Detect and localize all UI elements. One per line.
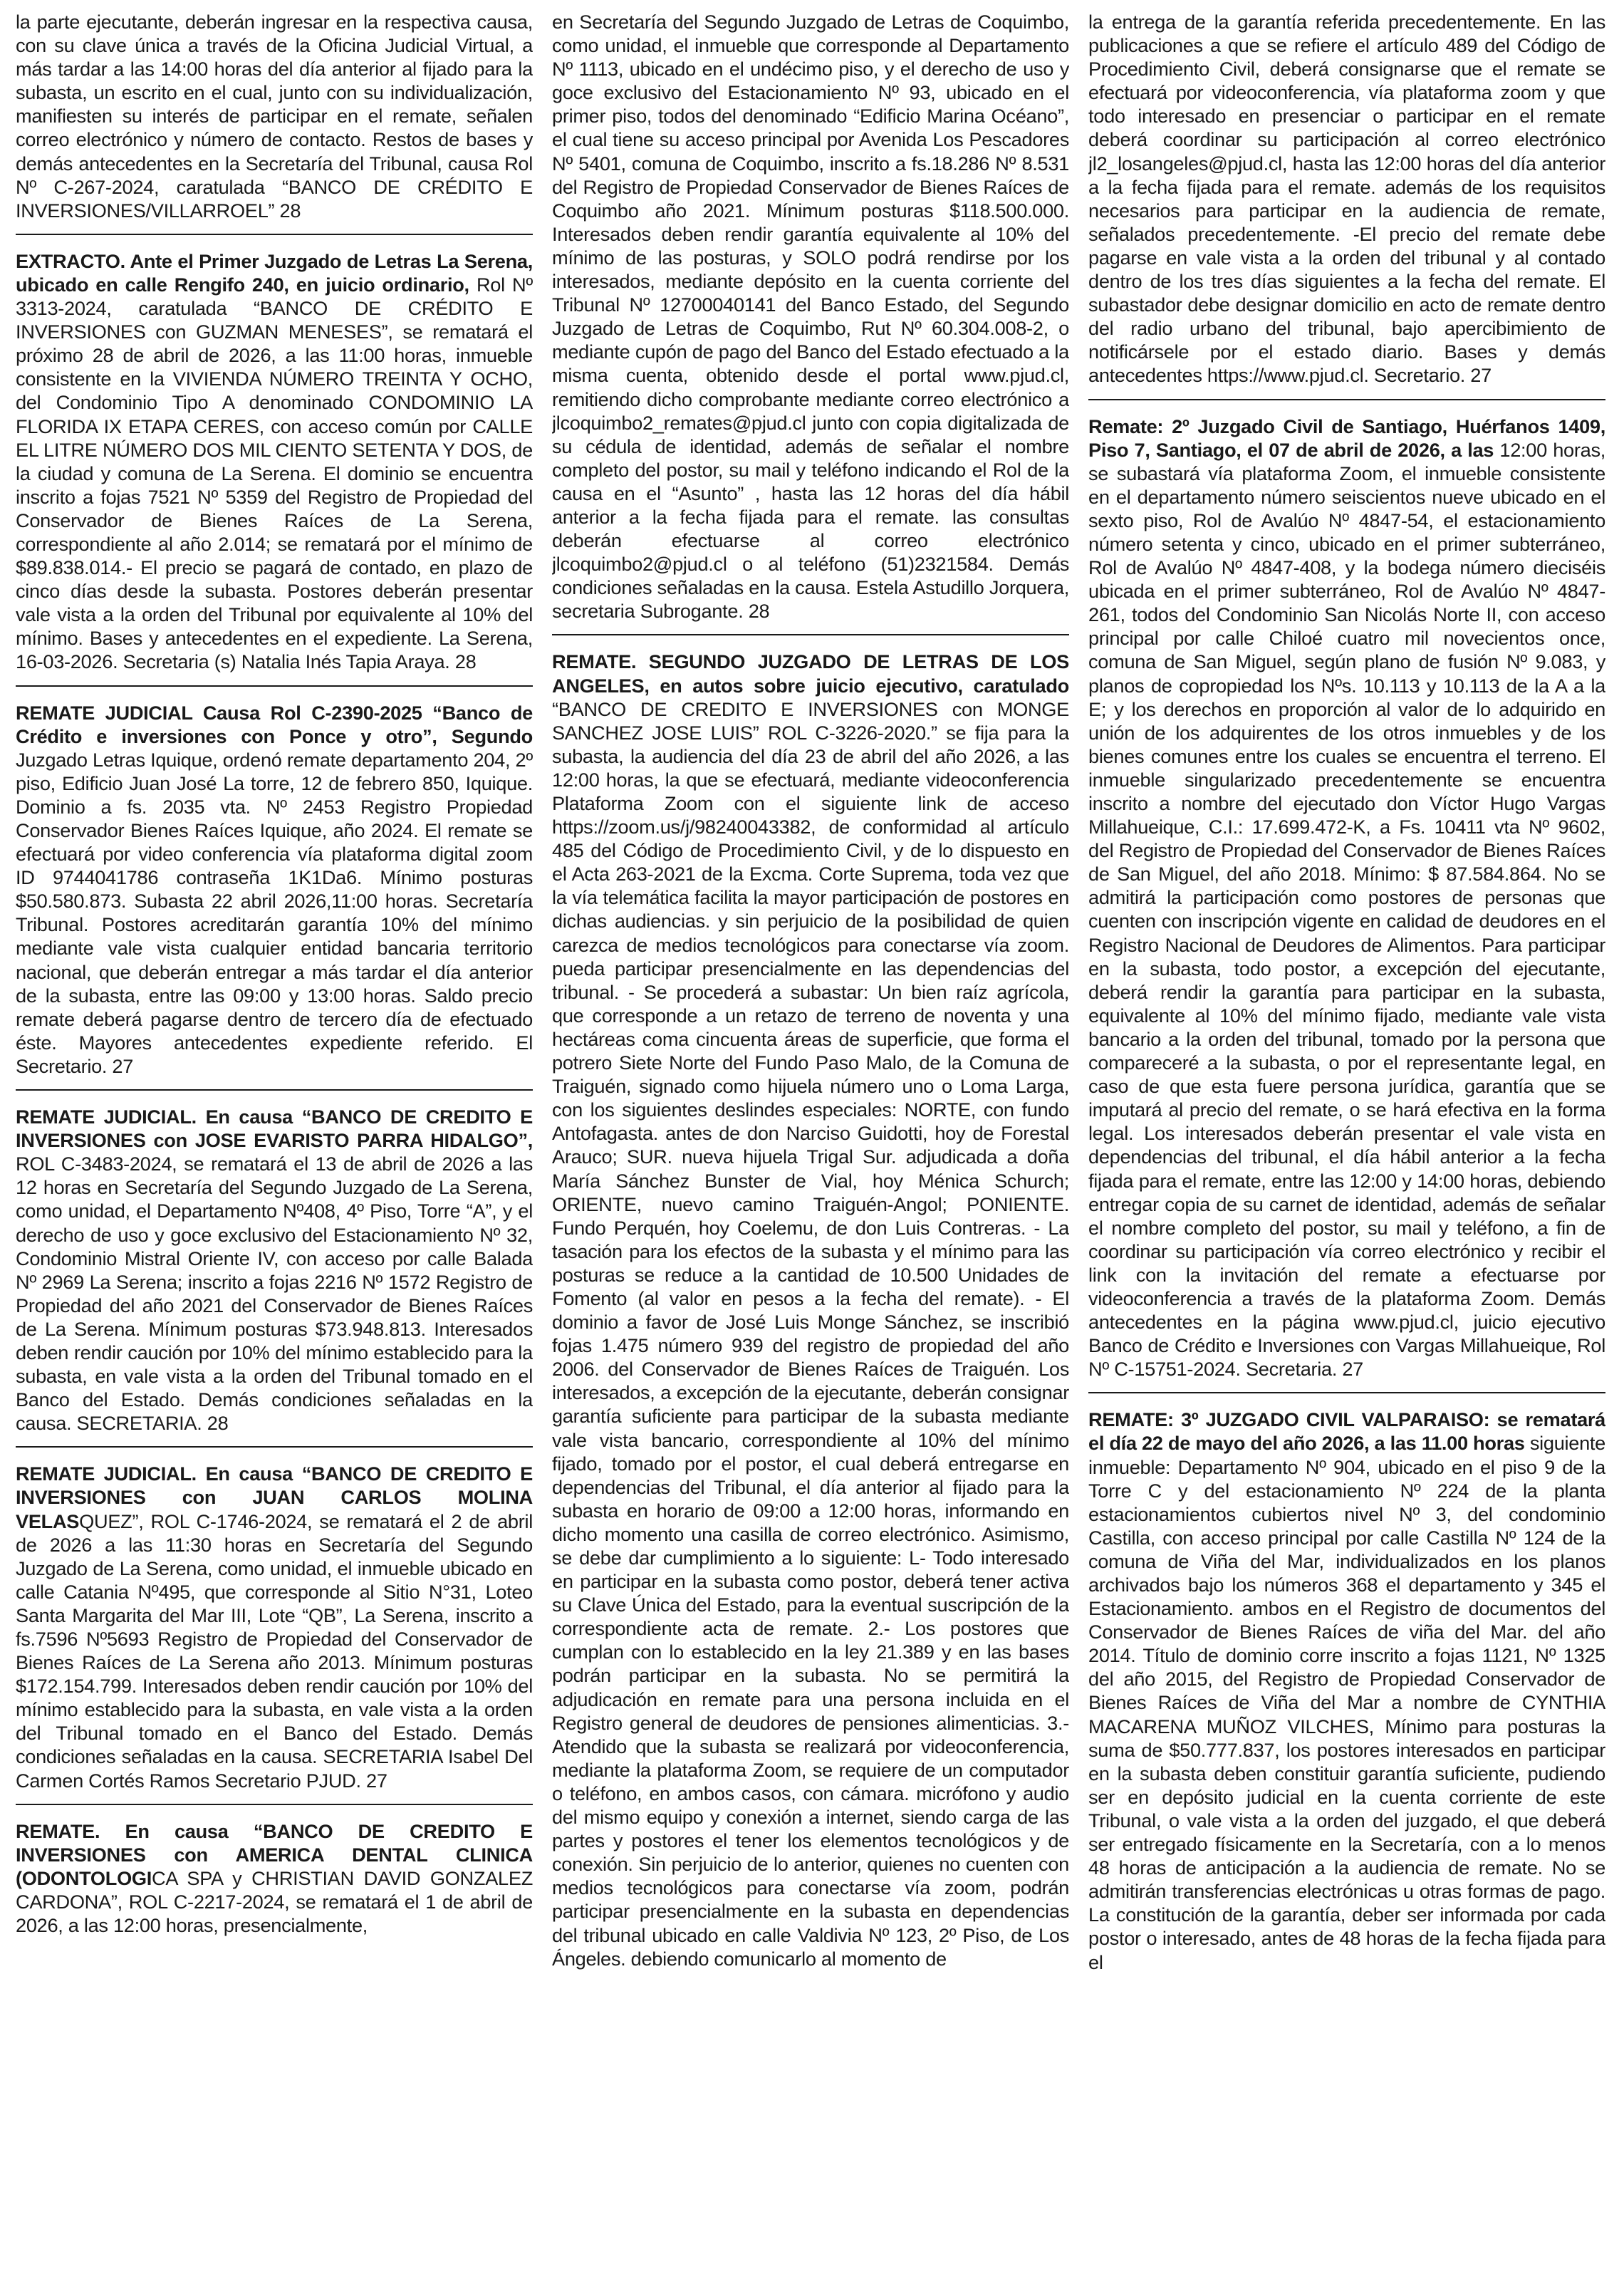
notice-remate-santiago [1088, 415, 1605, 1393]
notice-heading: EXTRACTO. Ante el Primer Juzgado de Letras La Serena, ubicado en calle Rengifo 240, en juicio ordinario, [16, 249, 533, 296]
column-2 [552, 10, 1069, 2287]
notice-heading: REMATE. SEGUNDO JUZGADO DE LETRAS DE LOS ANGELES, en autos sobre juicio ejecutivo, caratulado [552, 650, 1069, 697]
notice-body: Rol Nº 3313-2024, caratulada “BANCO DE CRÉDITO E INVERSIONES con GUZMAN MENESES”, se rematará el próximo 28 de abril de 2026, a las 11:00 horas, inmueble consistente en la VIVIENDA NÚMERO TREINTA Y OCHO, del Condominio Tipo A denominado CONDOMINIO LA FLORIDA IX ETAPA CERES, con acceso común por CALLE EL LITRE NÚMERO DOS MIL CIENTO SETENTA Y DOS, de la ciudad y comuna de La Serena. El dominio se encuentra inscrito a fojas 7521 Nº 5359 del Registro de Propiedad del Conservador de Bienes Raíces de La Serena, correspondiente al año 2.014; se rematará por el mínimo de $89.838.014.- El precio se pagará de contado, en plazo de cinco días desde la subasta. Postores deberán presentar vale vista a la orden del Tribunal por equivalente al 10% del mínimo. Bases y antecedentes en el expediente. La Serena, 16-03-2026. Secretaria (s) Natalia Inés Tapia Araya. 28 [16, 273, 533, 673]
notice-remate-valparaiso [1088, 1408, 1605, 1985]
notice-body: ROL C-3483-2024, se rematará el 13 de abril de 2026 a las 12 horas en Secretaría del Segundo Juzgado de La Serena, como unidad, el Departamento Nº408, 4º Piso, Torre “A”, y el derecho de uso y goce exclusivo del Estacionamiento Nº 32, Condominio Mistral Oriente IV, con acceso por calle Balada Nº 2969 La Serena; inscrito a fojas 2216 Nº 1572 Registro de Propiedad del año 2021 del Conservador de Bienes Raíces de La Serena. Mínimum posturas $73.948.813. Interesados deben rendir caución por 10% del mínimo establecido para la subasta, en vale vista a la orden del Tribunal tomado en el Banco del Estado. Demás condiciones señaladas en la causa. SECRETARIA. 28 [16, 1153, 533, 1435]
notice-body: la parte ejecutante, deberán ingresar en la respectiva causa, con su clave única a través de la Oficina Judicial Virtual, a más tardar a las 14:00 horas del día anterior al fijado para la subasta, un escrito en el cual, junto con su individualización, manifiesten su interés de participar en el remate, señalen correo electrónico y número de contacto. Restos de bases y demás antecedentes en la Secretaría del Tribunal, causa Rol Nº C-267-2024, caratulada “BANCO DE CRÉDITO E INVERSIONES/VILLARROEL” 28 [16, 11, 533, 222]
notice-divider [16, 1804, 533, 1805]
notice-heading: REMATE JUDICIAL Causa Rol C-2390-2025 “Banco de Crédito e inversiones con Ponce y otro”, Segundo [16, 701, 533, 747]
notice-body: en Secretaría del Segundo Juzgado de Letras de Coquimbo, como unidad, el inmueble que corresponde al Departamento Nº 1113, ubicado en el undécimo piso, y el derecho de uso y goce exclusivo del Estacionamiento Nº 93, ubicado en el primer piso, todos del denominado “Edificio Marina Océano”, el cual tiene su acceso principal por Avenida Los Pescadores Nº 5401, comuna de Coquimbo, inscrito a fs.18.286 Nº 8.531 del Registro de Propiedad Conservador de Bienes Raíces de Coquimbo año 2021. Mínimum posturas $118.500.000. Interesados deben rendir garantía equivalente al 10% del mínimo de las posturas, y SOLO podrá rendirse por los interesados, mediante depósito en la cuenta corriente del Tribunal Nº 12700040141 del Banco Estado, del Segundo Juzgado de Letras de Coquimbo, Rut Nº 60.304.008-2, o mediante cupón de pago del Banco del Estado efectuado a la misma cuenta, obtenido desde el portal www.pjud.cl, remitiendo dicho comprobante mediante correo electrónico a jlcoquimbo2_remates@pjud.cl junto con copia digitalizada de su cédula de identidad, además de señalar el nombre completo del postor, su mail y teléfono indicando el Rol de la causa en el “Asunto” , hasta las 12 horas del día hábil anterior a la fecha fijada para el remate. las consultas deberán efectuarse al correo electrónico jlcoquimbo2@pjud.cl o al teléfono (51)2321584. Demás condiciones señaladas en la causa. Estela Astudillo Jorquera, secretaria Subrogante. 28 [552, 11, 1069, 623]
notice-body: Juzgado Letras Iquique, ordenó remate departamento 204, 2º piso, Edificio Juan José La torre, 12 de febrero 850, Iquique. Dominio a fs. 2035 vta. Nº 2453 Registro Propiedad Conservador Bienes Raíces Iquique, año 2024. El remate se efectuará por video conferencia vía plataforma digital zoom ID 9744041786 contraseña 1K1Da6. Mínimo posturas $50.580.873. Subasta 22 abril 2026,11:00 horas. Secretaría Tribunal. Postores acreditarán garantía 10% del mínimo mediante vale vista cualquier entidad bancaria territorio nacional, que deberán entregar a más tardar el día anterior de la subasta, entre las 09:00 y 13:00 horas. Saldo precio remate deberá pagarse dentro de tercero día de efectuado éste. Mayores antecedentes expediente referido. El Secretario. 27 [16, 748, 533, 1077]
notice-heading: REMATE: 3º JUZGADO CIVIL VALPARAISO: se rematará el día 22 de mayo del año 2026, a las 11.00 horas [1088, 1408, 1605, 1455]
notice-divider [1088, 1392, 1605, 1393]
notice-body: 12:00 horas, se subastará vía plataforma Zoom, el inmueble consistente en el departamento número seiscientos nueve ubicado en el sexto piso, Rol de Avalúo Nº 4847-54, el estacionamiento número setenta y cinco, ubicado en el primer subterráneo, Rol de Avalúo Nº 4847-408, y la bodega número dieciséis ubicada en el primer subterráneo, Rol de Avalúo Nº 4847-261, todos del Condominio San Nicolás Norte II, con acceso principal por calle Chiloé cuatro mil novecientos once, comuna de San Miguel, según plano de fusión Nº 9.083, y planos de copropiedad los Nºs. 10.113 y 10.113 de la A a la E; y los derechos en proporción al valor de lo adquirido en unión de los adquirentes de los otros inmuebles y de los bienes comunes entre los cuales se encuentra el terreno. El inmueble singularizado precedentemente se encuentra inscrito a nombre del ejecutado don Víctor Hugo Vargas Millahueique, C.I.: 17.699.472-K, a Fs. 10411 vta Nº 9602, del Registro de Propiedad del Conservador de Bienes Raíces de San Miguel, del año 2018. Mínimo: $ 87.584.864. No se admitirá la participación como postores de personas que cuenten con inscripción vigente en calidad de deudores en el Registro Nacional de Deudores de Alimentos. Para participar en la subasta, todo postor, a excepción del ejecutante, deberá rendir la garantía para participar en la subasta, equivalente al 10% del mínimo fijado, mediante vale vista bancario a la orden del tribunal, tomado por la persona que compareceré a la subasta, o por el representante legal, en caso de que esta fuere persona jurídica, garantía que se imputará al precio del remate, o se hará efectiva en la forma legal. Los interesados deberán presentar el vale vista en dependencias del tribunal, el día hábil anterior a la fecha fijada para el remate, entre las 12:00 y 14:00 horas, debiendo entregar copia de su carnet de identidad, además de señalar el nombre completo del postor, su mail y teléfono, a fin de coordinar su participación vía correo electrónico y recibir el link con la invitación del remate a efectuarse por videoconferencia a través de la plataforma Zoom. Demás antecedentes en la página www.pjud.cl, juicio ejecutivo Banco de Crédito e Inversiones con Vargas Millahueique, Rol Nº C-15751-2024. Secretaria. 27 [1088, 438, 1605, 1381]
notice-heading: Remate: 2º Juzgado Civil de Santiago, Huérfanos 1409, Piso 7, Santiago, el 07 de abril de 2026, a las [1088, 415, 1605, 461]
notice-remate-molina-velasquez [16, 1462, 533, 1803]
notice-divider [16, 685, 533, 687]
notice-continuation-los-angeles [1088, 10, 1605, 399]
notice-body: siguiente inmueble: Departamento Nº 904, ubicado en el piso 9 de la Torre C y del estacionamiento Nº 224 de la planta estacionamientos cubiertos nivel Nº 3, del condominio Castilla, con acceso principal por calle Castilla Nº 124 de la comuna de Viña del Mar, individualizados en los planos archivados bajo los números 368 el departamento y 345 el Estacionamiento. ambos en el Registro de documentos del Conservador de Bienes Raíces de viña del Mar. del año 2014. Título de dominio corre inscrito a fojas 1121, Nº 1325 del año 2015, del Registro de Propiedad Conservador de Bienes Raíces de Viña del Mar a nombre de CYNTHIA MACARENA MUÑOZ VILCHES, Mínimo para posturas la suma de $50.777.837, los postores interesados en participar en la subasta deben constituir garantía suficiente, pudiendo ser en depósito judicial en la cuenta corriente de este Tribunal, o vale vista a la orden del juzgado, el que deberá ser entregado físicamente en la Secretaría, con a lo menos 48 horas de anticipación a la audiencia de remate. No se admitirán transferencias electrónicas u otras formas de pago. La constitución de la garantía, deber ser informada por cada postor o interesado, antes de 48 horas de la fecha fijada para el [1088, 1432, 1605, 1973]
notice-divider [16, 1446, 533, 1448]
notice-remate-los-angeles [552, 650, 1069, 1981]
notice-body: CA SPA y CHRISTIAN DAVID GONZALEZ CARDONA”, ROL C-2217-2024, se rematará el 1 de abril de 2026, a las 12:00 horas, presencialmente, [16, 1866, 533, 1937]
notice-heading: REMATE JUDICIAL. En causa “BANCO DE CREDITO E INVERSIONES con JUAN CARLOS MOLINA VELAS [16, 1463, 533, 1532]
column-3 [1088, 10, 1605, 2287]
notice-continuation-coquimbo [552, 10, 1069, 634]
notice-remate-iquique [16, 701, 533, 1090]
notice-heading: REMATE. En causa “BANCO DE CREDITO E INVERSIONES con AMERICA DENTAL CLINICA (ODONTOLOGI [16, 1819, 533, 1889]
notice-remate-america-dental [16, 1819, 533, 1948]
notice-body: la entrega de la garantía referida precedentemente. En las publicaciones a que se refiere el artículo 489 del Código de Procedimiento Civil, deberá consignarse que el remate se efectuará por videoconferencia, vía plataforma zoom y que todo interesado en presenciar o participar en el remate deberá coordinar su participación al correo electrónico jl2_losangeles@pjud.cl, hasta las 12:00 horas del día anterior a la fecha fijada para el remate. además de los requisitos necesarios para participar en la audiencia de remate, señalados precedentemente. -El precio del remate debe pagarse en vale vista a la orden del tribunal y al contado dentro de los tres días siguientes a la fecha del remate. El subastador debe designar domicilio en acto de remate dentro del radio urbano del tribunal, bajo apercibimiento de notificársele por el estado diario. Bases y demás antecedentes https://www.pjud.cl. Secretario. 27 [1088, 11, 1605, 387]
notice-continuation [16, 10, 533, 234]
notice-body: QUEZ”, ROL C-1746-2024, se rematará el 2 de abril de 2026 a las 11:30 horas en Secretaría del Segundo Juzgado de La Serena, como unidad, el inmueble ubicado en calle Catania Nº495, que corresponde al Sitio N°31, Loteo Santa Margarita del Mar III, Lote “QB”, La Serena, inscrito a fs.7596 Nº5693 Registro de Propiedad del Conservador de Bienes Raíces de La Serena año 2013. Mínimum posturas $172.154.799. Interesados deben rendir caución por 10% del mínimo establecido para la subasta, en vale vista a la orden del Tribunal tomado en el Banco del Estado. Demás condiciones señaladas en la causa. SECRETARIA Isabel Del Carmen Cortés Ramos Secretario PJUD. 27 [16, 1510, 533, 1792]
notice-body: “BANCO DE CREDITO E INVERSIONES con MONGE SANCHEZ JOSE LUIS” ROL C-3226-2020.” se fija para la subasta, la audiencia del día 23 de abril del año 2026, a las 12:00 horas, la que se efectuará, mediante videoconferencia Plataforma Zoom con el siguiente link de acceso https://zoom.us/j/98240043382, de conformidad al artículo 485 del Código de Procedimiento Civil, y de lo dispuesto en el Acta 263-2021 de la Excma. Corte Suprema, toda vez que la vía telemática facilita la mayor participación de postores en dichas audiencias. y sin perjuicio de la posibilidad de quien carezca de medios tecnológicos para conectarse vía zoom. pueda participar presencialmente en las dependencias del tribunal. - Se procederá a subastar: Un bien raíz agrícola, que corresponde a un retazo de terreno de noventa y una hectáreas coma cincuenta áreas de superficie, que forma el potrero Siete Norte del Fundo Paso Malo, de la Comuna de Traiguén, signado como hijuela número uno o Loma Larga, con los siguientes deslindes especiales: NORTE, con fundo Antofagasta. antes de don Narciso Guidotti, hoy de Forestal Arauco; SUR. nueva hijuela Trigal Sur. adjudicada a doña María Sánchez Bunster de Vial, hoy Ménica Schurch; ORIENTE, nuevo camino Traiguén-Angol; PONIENTE. Fundo Perquén, hoy Coelemu, de don Luis Contreras. - La tasación para los efectos de la subasta y el mínimo para las posturas se reduce a la cantidad de 10.500 Unidades de Fomento (al valor en pesos a la fecha del remate). - El dominio a favor de José Luis Monge Sánchez, se inscribió fojas 1.475 número 939 del registro de propiedad del año 2006. del Conservador de Bienes Raíces de Traiguén. Los interesados, a excepción de la ejecutante, deberán consignar garantía suficiente para participar de la subasta mediante vale vista bancario, correspondiente al 10% del mínimo fijado, tomado por el postor, el cual deberá entregarse en dependencias del Tribunal, el día anterior al fijado para la subasta en horario de 09:00 a 12:00 horas, informando en dicho momento una casilla de correo electrónico. Asimismo, se debe dar cumplimiento a lo siguiente: L- Todo interesado en participar en la subasta como postor, deberá tener activa su Clave Única del Estado, para la eventual suscripción de la correspondiente acta de remate. 2.- Los postores que cumplan con lo establecido en la ley 21.389 y en las bases podrán participar en la subasta. No se permitirá la adjudicación en remate para una persona incluida en el Registro general de deudores de pensiones alimenticias. 3.- Atendido que la subasta se realizará por videoconferencia, mediante la plataforma Zoom, se requiere de un computador o teléfono, en ambos casos, con cámara. micrófono y audio del mismo equipo y conexión a internet, siendo carga de las partes y postores el tener los elementos tecnológicos y de conexión. Sin perjuicio de lo anterior, quienes no cuenten con medios tecnológicos para conectarse vía zoom, podrán participar presencialmente en la subasta en dependencias del tribunal ubicado en calle Valdivia Nº 123, 2º Piso, de Los Ángeles. debiendo comunicarlo al momento de [552, 697, 1069, 1970]
notice-remate-parra-hidalgo [16, 1105, 533, 1446]
notice-heading: REMATE JUDICIAL. En causa “BANCO DE CREDITO E INVERSIONES con JOSE EVARISTO PARRA HIDALGO”, [16, 1106, 533, 1152]
notice-divider [16, 1089, 533, 1091]
notice-divider [552, 634, 1069, 635]
notice-divider [1088, 399, 1605, 400]
notice-divider [16, 234, 533, 235]
column-1 [16, 10, 533, 2287]
notice-extracto-la-serena [16, 249, 533, 685]
